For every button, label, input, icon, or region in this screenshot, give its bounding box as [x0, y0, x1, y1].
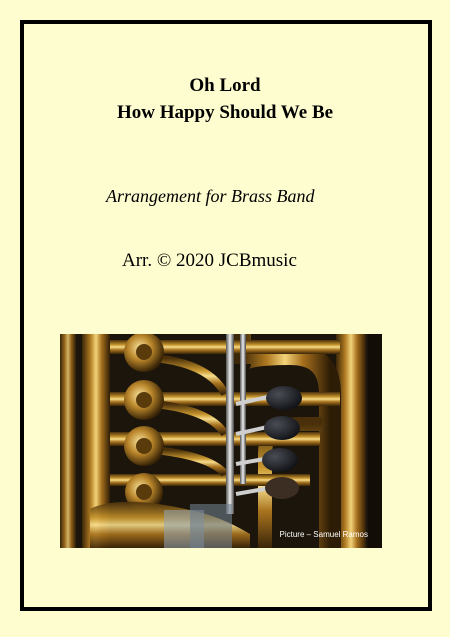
tuba-valves-photo	[60, 334, 382, 548]
tuba-illustration	[60, 334, 382, 548]
arrangement-subtitle: Arrangement for Brass Band	[106, 186, 315, 206]
copyright-line: Arr. © 2020 JCBmusic	[122, 250, 297, 271]
title-line-2: How Happy Should We Be	[116, 102, 334, 123]
title-line-1: Oh Lord	[189, 75, 261, 96]
picture-credit: Picture – Samuel Ramos	[279, 530, 368, 539]
